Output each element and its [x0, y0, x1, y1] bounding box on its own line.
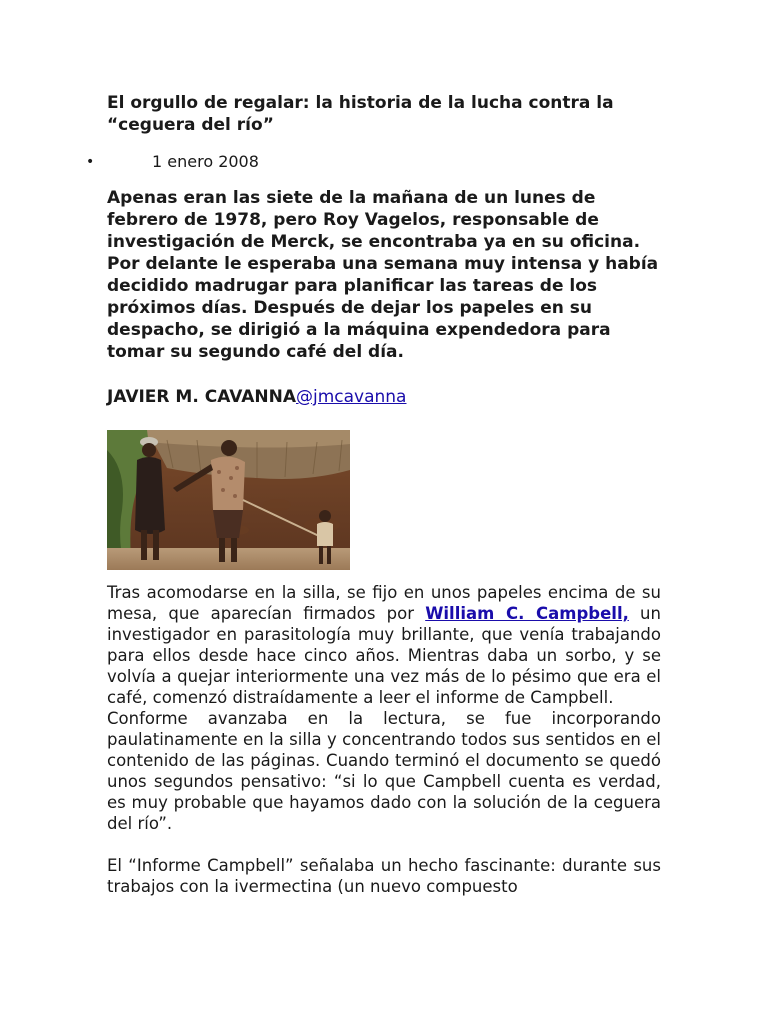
article-body: [107, 582, 661, 897]
paragraph-3: El “Informe Campbell” señalaba un hecho fascinante: durante sus trabajos con la ivermectina (un nuevo compuesto: [107, 856, 661, 896]
article-photo: [107, 430, 350, 570]
photo-illustration: [107, 430, 350, 570]
article-title: El orgullo de regalar: la historia de la lucha contra la “ceguera del río”: [107, 93, 614, 135]
author-handle-link[interactable]: @jmcavanna: [295, 387, 407, 407]
article-date: 1 enero 2008: [152, 152, 259, 171]
paragraph-2: Conforme avanzaba en la lectura, se fue incorporando paulatinamente en la silla y concentrando todos sus sentidos en el contenido de las páginas. Cuando terminó el documento se quedó unos segundos pensativo: “si lo que Campbell cuenta es verdad, es muy probable que hayamos dado con la solución de la ceguera del río”.: [107, 709, 661, 833]
paragraph-1-text-a: Tras acomodarse en la silla, se fijo en unos papeles encima de su mesa, que aparecían firmados por: [107, 583, 661, 623]
paragraph-1-text-b: un investigador en parasitología muy brillante, que venía trabajando para ellos desde hace cinco años. Mientras daba un sorbo, y se volvía a quejar interiormente una vez más de lo pésimo que era el café, comenzó distraídamente a leer el informe de Campbell.: [107, 604, 661, 707]
paragraph-1: [107, 582, 661, 708]
campbell-link[interactable]: William C. Campbell,: [425, 604, 629, 623]
byline: [107, 386, 667, 408]
author-name: JAVIER M. CAVANNA: [107, 387, 296, 407]
article-lead: Apenas eran las siete de la mañana de un lunes de febrero de 1978, pero Roy Vagelos, responsable de investigación de Merck, se encontraba ya en su oficina. Por delante le esperaba una semana muy intensa y había decidido madrugar para planificar las tareas de los próximos días. Después de dejar los papeles en su despacho, se dirigió a la máquina expendedora para tomar su segundo café del día.: [107, 188, 659, 362]
bullet-icon: •: [86, 154, 95, 170]
